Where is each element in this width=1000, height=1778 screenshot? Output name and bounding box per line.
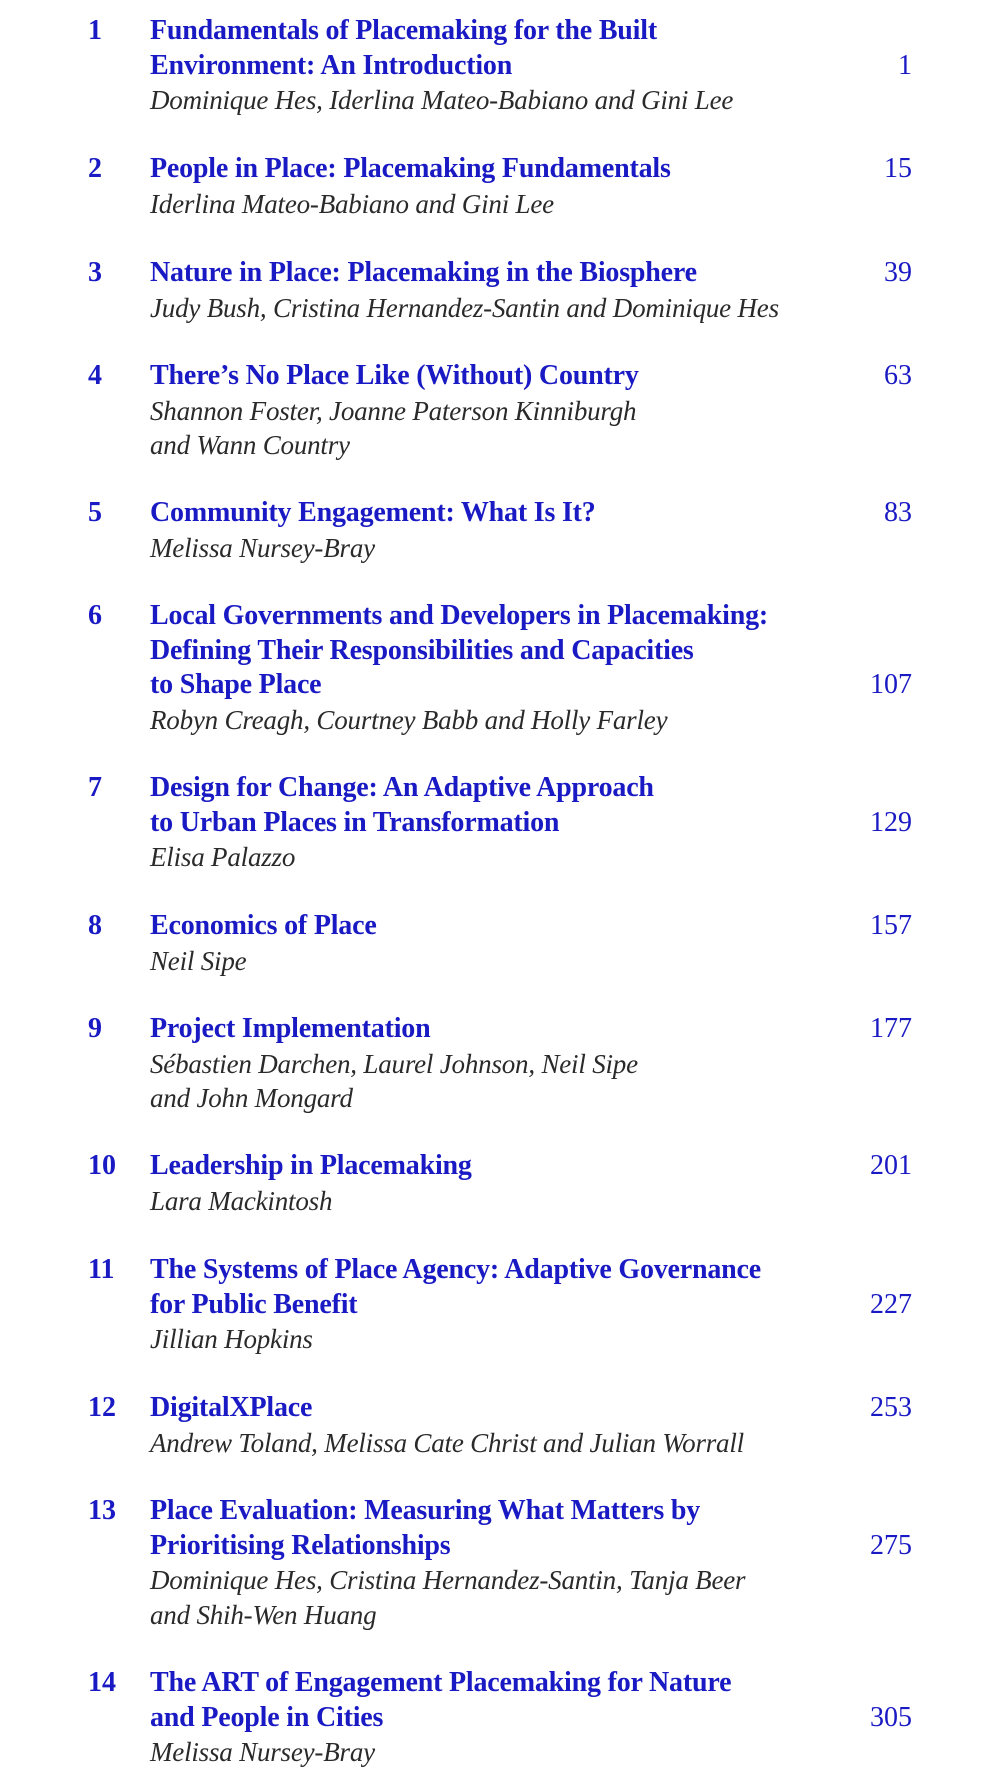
chapter-title[interactable]: Leadership in Placemaking bbox=[150, 1150, 472, 1181]
chapter-title[interactable]: Prioritising Relationships bbox=[150, 1529, 451, 1561]
page-number[interactable]: 1 bbox=[898, 49, 912, 81]
page-number[interactable]: 305 bbox=[870, 1701, 912, 1733]
chapter-number: 10 bbox=[88, 1150, 116, 1181]
chapter-authors: Lara Mackintosh bbox=[150, 1185, 333, 1216]
chapter-authors: Elisa Palazzo bbox=[150, 842, 296, 872]
chapter-title[interactable]: Project Implementation bbox=[150, 1013, 431, 1044]
chapter-authors: Iderlina Mateo-Babiano and Gini Lee bbox=[150, 188, 554, 219]
chapter-title[interactable]: Local Governments and Developers in Placemaking: bbox=[150, 600, 769, 631]
chapter-number: 9 bbox=[88, 1013, 102, 1044]
chapter-authors: Dominique Hes, Cristina Hernandez-Santin, Tanja Beer bbox=[150, 1565, 746, 1595]
chapter-number: 3 bbox=[88, 257, 102, 288]
chapter-title[interactable]: Place Evaluation: Measuring What Matters by bbox=[150, 1495, 701, 1526]
chapter-authors: Sébastien Darchen, Laurel Johnson, Neil Sipe bbox=[150, 1048, 638, 1079]
page-number[interactable]: 83 bbox=[884, 497, 912, 528]
chapter-number: 7 bbox=[88, 772, 102, 803]
chapter-title[interactable]: Fundamentals of Placemaking for the Built bbox=[150, 15, 657, 46]
chapter-authors: and Wann Country bbox=[150, 430, 350, 460]
chapter-number: 13 bbox=[88, 1495, 116, 1526]
page-number[interactable]: 107 bbox=[870, 669, 912, 700]
chapter-number: 4 bbox=[88, 360, 102, 391]
chapter-authors: Andrew Toland, Melissa Cate Christ and Julian Worrall bbox=[150, 1427, 744, 1458]
chapter-title[interactable]: The ART of Engagement Placemaking for Nature bbox=[150, 1667, 732, 1698]
chapter-authors: Melissa Nursey-Bray bbox=[150, 1737, 375, 1767]
chapter-title[interactable]: for Public Benefit bbox=[150, 1288, 358, 1320]
chapter-number: 2 bbox=[88, 153, 102, 184]
chapter-number: 1 bbox=[88, 15, 102, 46]
chapter-number: 14 bbox=[88, 1667, 116, 1698]
chapter-authors: Judy Bush, Cristina Hernandez-Santin and Dominique Hes bbox=[150, 292, 779, 323]
chapter-authors: Shannon Foster, Joanne Paterson Kinniburgh bbox=[150, 395, 637, 426]
chapter-title[interactable]: Nature in Place: Placemaking in the Biosphere bbox=[150, 257, 697, 288]
page-number[interactable]: 201 bbox=[870, 1150, 912, 1181]
chapter-authors: Neil Sipe bbox=[150, 945, 247, 976]
chapter-title[interactable]: DigitalXPlace bbox=[150, 1392, 313, 1423]
chapter-title[interactable]: to Urban Places in Transformation bbox=[150, 806, 560, 838]
chapter-number: 6 bbox=[88, 600, 102, 631]
chapter-title[interactable]: There’s No Place Like (Without) Country bbox=[150, 360, 639, 391]
chapter-authors: Melissa Nursey-Bray bbox=[150, 532, 375, 563]
chapter-authors: Jillian Hopkins bbox=[150, 1324, 313, 1354]
chapter-authors: Robyn Creagh, Courtney Babb and Holly Farley bbox=[150, 704, 668, 735]
page-number[interactable]: 157 bbox=[870, 910, 912, 941]
chapter-title[interactable]: Economics of Place bbox=[150, 910, 377, 941]
page-number[interactable]: 15 bbox=[884, 153, 912, 184]
chapter-number: 12 bbox=[88, 1392, 116, 1423]
page-number[interactable]: 275 bbox=[870, 1529, 912, 1561]
chapter-title[interactable]: Defining Their Responsibilities and Capacities bbox=[150, 634, 694, 666]
page-number[interactable]: 129 bbox=[870, 806, 912, 838]
chapter-title[interactable]: People in Place: Placemaking Fundamentals bbox=[150, 153, 671, 184]
page-number[interactable]: 253 bbox=[870, 1392, 912, 1423]
chapter-title[interactable]: The Systems of Place Agency: Adaptive Governance bbox=[150, 1254, 761, 1285]
chapter-title[interactable]: Community Engagement: What Is It? bbox=[150, 497, 596, 528]
page-number[interactable]: 63 bbox=[884, 360, 912, 391]
chapter-authors: and Shih-Wen Huang bbox=[150, 1599, 377, 1630]
chapter-title[interactable]: and People in Cities bbox=[150, 1701, 384, 1733]
page-number[interactable]: 227 bbox=[870, 1288, 912, 1320]
page-number[interactable]: 39 bbox=[884, 257, 912, 288]
chapter-authors: Dominique Hes, Iderlina Mateo-Babiano and Gini Lee bbox=[150, 85, 734, 115]
chapter-authors: and John Mongard bbox=[150, 1083, 353, 1113]
chapter-title[interactable]: Environment: An Introduction bbox=[150, 49, 513, 81]
chapter-number: 8 bbox=[88, 910, 102, 941]
chapter-title[interactable]: Design for Change: An Adaptive Approach bbox=[150, 772, 654, 803]
chapter-number: 5 bbox=[88, 497, 102, 528]
chapter-title[interactable]: to Shape Place bbox=[150, 669, 322, 700]
chapter-number: 11 bbox=[88, 1254, 115, 1285]
page-number[interactable]: 177 bbox=[870, 1013, 912, 1044]
